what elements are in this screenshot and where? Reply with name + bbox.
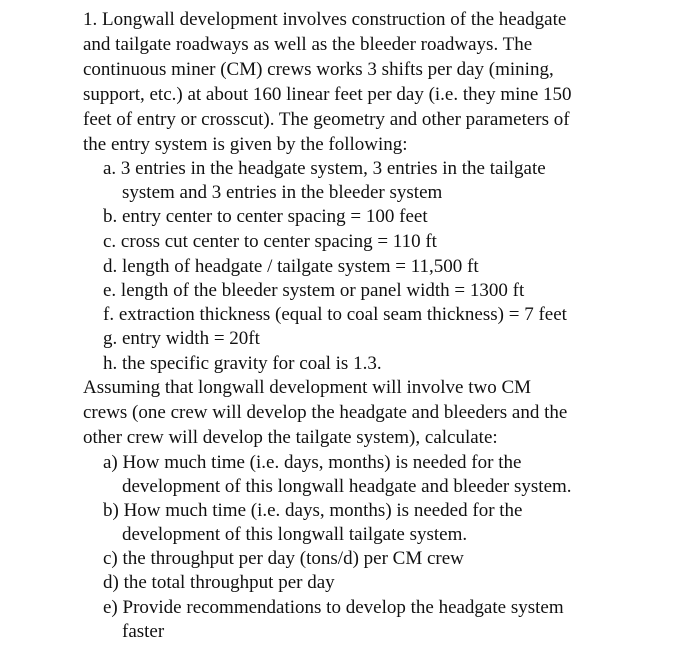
question-item: e) Provide recommendations to develop the headgate system — [103, 597, 564, 618]
intro-line: 1. Longwall development involves construction of the headgate — [83, 9, 567, 30]
intro-line: and tailgate roadways as well as the bleeder roadways. The — [83, 34, 533, 55]
intro-line: the entry system is given by the following: — [83, 134, 408, 155]
parameter-item: b. entry center to center spacing = 100 feet — [103, 206, 428, 227]
intro-line: support, etc.) at about 160 linear feet per day (i.e. they mine 150 — [83, 84, 572, 105]
parameter-item: c. cross cut center to center spacing = 110 ft — [103, 231, 437, 252]
question-item: development of this longwall tailgate system. — [122, 524, 468, 545]
parameter-item: d. length of headgate / tailgate system = 11,500 ft — [103, 256, 479, 277]
assumption-line: crews (one crew will develop the headgate and bleeders and the — [83, 402, 568, 423]
question-item: c) the throughput per day (tons/d) per CM crew — [103, 548, 464, 569]
intro-line: feet of entry or crosscut). The geometry and other parameters of — [83, 109, 570, 130]
question-item: d) the total throughput per day — [103, 572, 335, 593]
question-item: b) How much time (i.e. days, months) is needed for the — [103, 500, 523, 521]
assumption-line: Assuming that longwall development will involve two CM — [83, 377, 532, 398]
parameter-item: e. length of the bleeder system or panel width = 1300 ft — [103, 280, 525, 301]
parameter-item: g. entry width = 20ft — [103, 328, 260, 349]
parameter-item: system and 3 entries in the bleeder system — [122, 182, 443, 203]
assumption-line: other crew will develop the tailgate system), calculate: — [83, 427, 498, 448]
intro-line: continuous miner (CM) crews works 3 shifts per day (mining, — [83, 59, 554, 80]
parameter-item: h. the specific gravity for coal is 1.3. — [103, 353, 382, 374]
parameter-item: f. extraction thickness (equal to coal seam thickness) = 7 feet — [103, 304, 567, 325]
question-item: a) How much time (i.e. days, months) is needed for the — [103, 452, 522, 473]
question-item: faster — [122, 621, 165, 642]
question-item: development of this longwall headgate and bleeder system. — [122, 476, 572, 497]
parameter-item: a. 3 entries in the headgate system, 3 entries in the tailgate — [103, 158, 546, 179]
